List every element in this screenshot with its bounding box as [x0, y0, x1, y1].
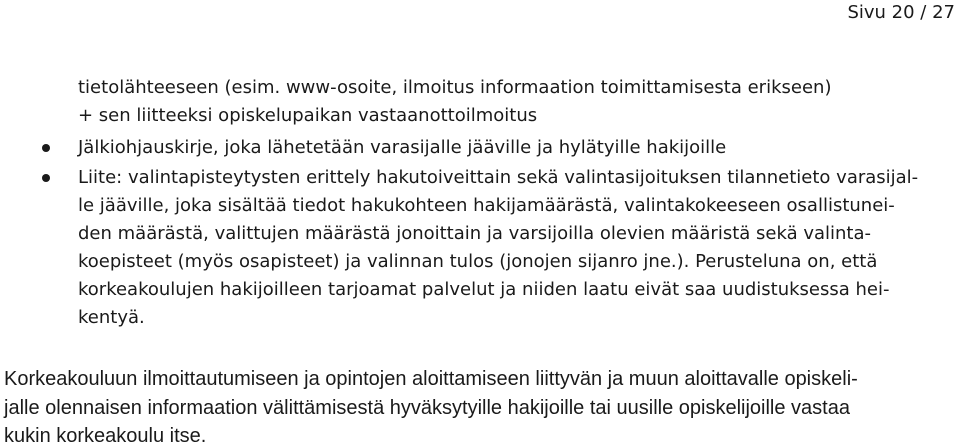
bullet-icon: [42, 144, 50, 152]
text-line: le jääville, joka sisältää tiedot hakukohteen hakijamäärästä, valintakokeeseen osallistunei-: [78, 195, 895, 216]
text-line: kukin korkeakoulu itse.: [4, 425, 207, 447]
page-number: Sivu 20 / 27: [847, 2, 955, 23]
text-line: kentyä.: [78, 307, 145, 328]
text-line: tietolähteeseen (esim. www-osoite, ilmoitus informaation toimittamisesta erikseen): [78, 77, 832, 98]
text-line: Jälkiohjauskirje, joka lähetetään varasijalle jääville ja hylätyille hakijoille: [78, 137, 727, 158]
bullet-icon: [42, 174, 50, 182]
text-line: Korkeakouluun ilmoittautumiseen ja opintojen aloittamiseen liittyvän ja muun aloittavalle opiskeli-: [4, 368, 858, 390]
text-line: korkeakoulujen hakijoilleen tarjoamat palvelut ja niiden laatu eivät saa uudistuksessa hei-: [78, 279, 890, 300]
text-line: jalle olennaisen informaation välittämisestä hyväksytyille hakijoille tai uusille opiskelijoille vastaa: [4, 397, 850, 419]
text-line: den määrästä, valittujen määrästä jonoittain ja varsijoilla olevien määristä sekä valinta-: [78, 223, 872, 244]
text-line: + sen liitteeksi opiskelupaikan vastaanottoilmoitus: [78, 105, 538, 126]
text-line: koepisteet (myös osapisteet) ja valinnan tulos (jonojen sijanro jne.). Perusteluna on, että: [78, 251, 878, 272]
text-line: Liite: valintapisteytysten erittely hakutoiveittain sekä valintasijoituksen tilannetieto varasijal-: [78, 167, 919, 188]
